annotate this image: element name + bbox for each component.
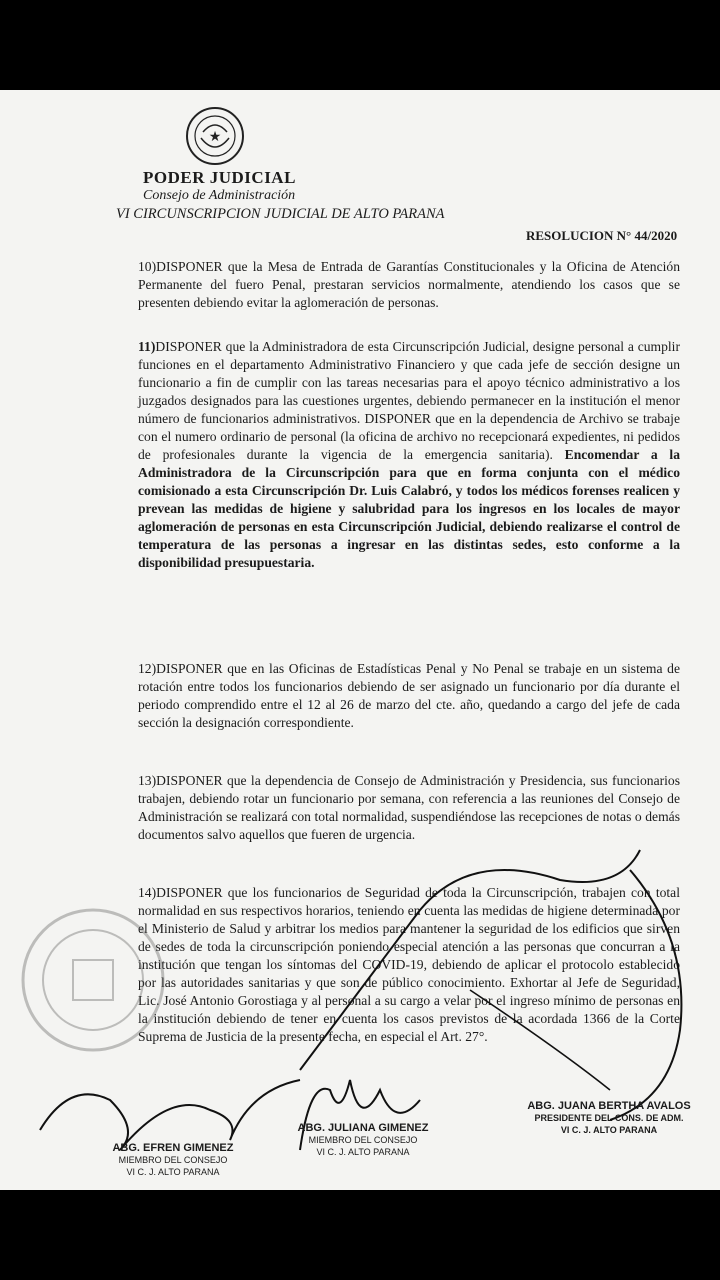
item-number: 10) (138, 259, 157, 274)
item-number: 12) (138, 661, 157, 676)
signature-block-efren-gimenez (98, 1142, 248, 1178)
resolution-item-14 (138, 884, 680, 1046)
coat-of-arms-seal (185, 106, 245, 166)
signature-block-juliana-gimenez (288, 1122, 438, 1158)
item-text: DISPONER que la Mesa de Entrada de Garantías Constitucionales y la Oficina de Atención Permanente del fuero Penal, prestaran servicios normalmente, atendiendo los casos que se presenten debiendo evitar la aglomeración de personas. (138, 259, 680, 310)
signature-block-juana-bertha-avalos (518, 1100, 700, 1136)
item-text: DISPONER que la dependencia de Consejo de Administración y Presidencia, sus funcionarios trabajen, debiendo rotar un funcionario por semana, con referencia a las reuniones del Consejo de Administración se realizará con total normalidad, suspendiéndose las recepciones de notas o demás documentos salvo aquellos que fueren de urgencia. (138, 773, 680, 842)
svg-text:★: ★ (208, 129, 222, 145)
signer-role: MIEMBRO DEL CONSEJO (118, 1155, 228, 1165)
item-number: 13) (138, 773, 157, 788)
circumscription-name: VI CIRCUNSCRIPCION JUDICIAL DE ALTO PARANA (116, 206, 445, 222)
item-number: 11) (138, 339, 156, 354)
signer-location: VI C. J. ALTO PARANA (316, 1147, 410, 1157)
signer-location: VI C. J. ALTO PARANA (560, 1125, 658, 1135)
signer-name: ABG. EFREN GIMENEZ (112, 1142, 234, 1154)
signer-role: PRESIDENTE DEL CONS. DE ADM. (534, 1113, 684, 1123)
resolution-item-11 (138, 338, 680, 572)
resolution-item-12 (138, 660, 680, 732)
item-bold-text: Encomendar a la Administradora de la Circunscripción para que en forma conjunta con el médico comisionado a esta Circunscripción Dr. Luis Calabró, y todos los médicos forenses realicen y prevean las medidas de higiene y salubridad para los ingresos en los locales de mayor aglomeración de personas en esta Circunscripción Judicial, debiendo realizarse el control de temperatura de las personas a ingresar en las distintas sedes, esto conforme a la disponibilidad presupuestaria. (138, 447, 680, 570)
resolution-item-13 (138, 772, 680, 844)
item-text: DISPONER que en las Oficinas de Estadísticas Penal y No Penal se trabaje en un sistema de rotación entre todos los funcionarios debiendo de ser asignado un funcionario por día durante el periodo comprendido entre el 12 al 26 de marzo del cte. año, quedando a cargo del jefe de cada sección la designación correspondiente. (138, 661, 680, 730)
document-page (0, 90, 720, 1190)
signer-name: ABG. JULIANA GIMENEZ (297, 1122, 429, 1134)
signer-name: ABG. JUANA BERTHA AVALOS (527, 1100, 691, 1112)
signer-location: VI C. J. ALTO PARANA (126, 1167, 220, 1177)
official-stamp (18, 905, 168, 1055)
item-number: 14) (138, 885, 157, 900)
resolution-number: RESOLUCION N° 44/2020 (526, 228, 678, 243)
item-text: DISPONER que la Administradora de esta Circunscripción Judicial, designe personal a cumplir funciones en el departamento Administrativo Financiero y que cada jefe de sección designe un funcionario a fin de cumplir con las tareas necesarias para el apoyo técnico administrativo a los juzgados designados para las cuestiones urgentes, debiendo permanecer en la institución el menor número de funcionarios administrativos. DISPONER que en la dependencia de Archivo se trabaje con el numero ordinario de personal (la oficina de archivo no recepcionará expedientes, ni pedidos de profesionales durante la vigencia de la emergencia sanitaria). (138, 339, 680, 462)
item-text: DISPONER que los funcionarios de Seguridad de toda la Circunscripción, trabajen con total normalidad en sus respectivos horarios, teniendo en cuenta las medidas de higiene determinada por el Ministerio de Salud y arbitrar los medios para mantener la seguridad de los edificios que sirven de sedes de toda la circunscripción poniendo especial atención a las personas que concurran a la institución que tengan los síntomas del COVID-19, debiendo de aplicar el protocolo establecido por las autoridades sanitarias y que son de público conocimiento. Exhortar al Jefe de Seguridad, Lic. José Antonio Gorostiaga y al personal a su cargo a velar por el ingreso mínimo de personas en la institución debiendo de tener en cuenta los casos previstos de la acordada 1366 de la Corte Suprema de Justicia de la presente fecha, en especial el Art. 27°. (138, 885, 680, 1044)
signer-role: MIEMBRO DEL CONSEJO (308, 1135, 418, 1145)
institution-subtitle: Consejo de Administración (143, 188, 296, 203)
page-title: PODER JUDICIAL (143, 168, 296, 187)
resolution-item-10 (138, 258, 680, 312)
